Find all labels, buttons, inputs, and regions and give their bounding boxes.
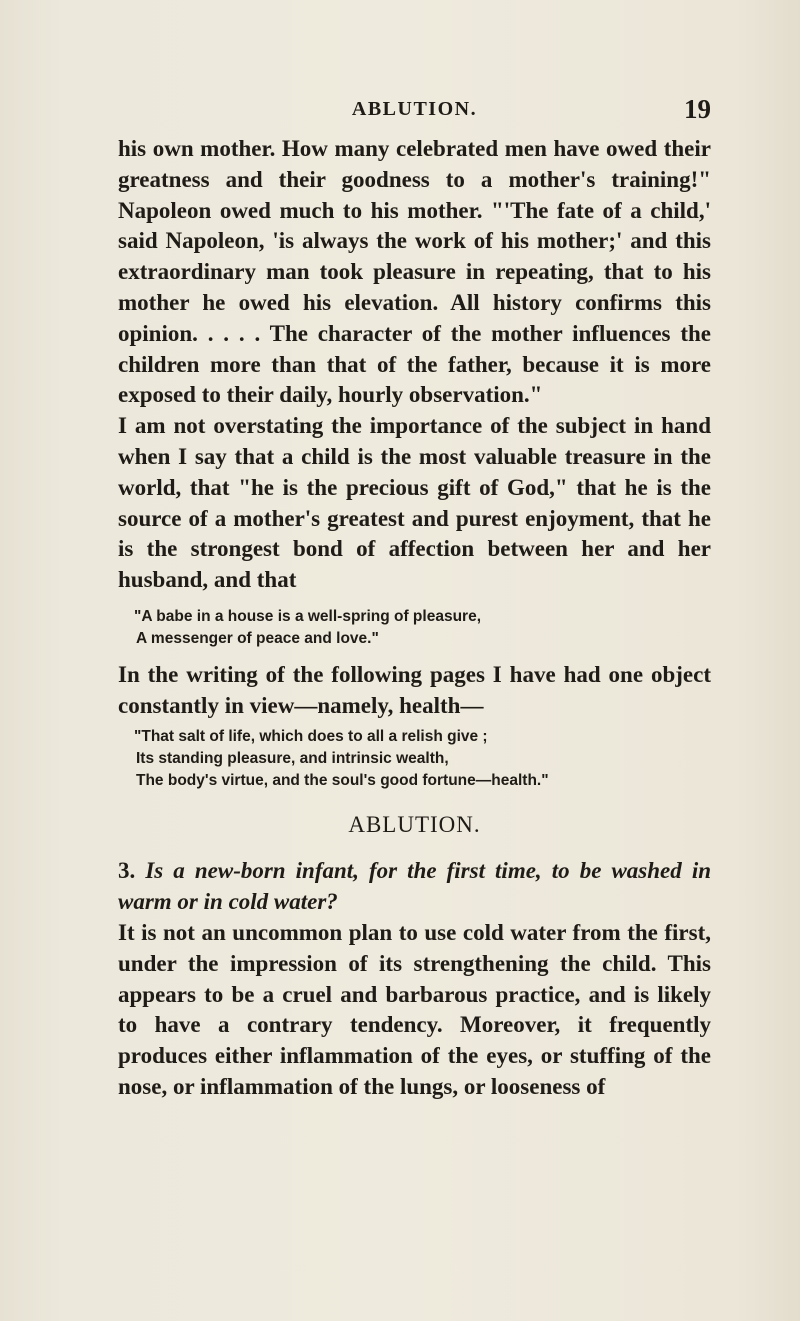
verse-line: A messenger of peace and love." xyxy=(136,629,379,647)
page-header xyxy=(118,94,711,124)
verse-quote-1 xyxy=(136,606,711,650)
body-text xyxy=(118,134,711,1103)
section-heading: ABLUTION. xyxy=(348,811,481,837)
verse-quote-2 xyxy=(136,726,711,792)
page-number: 19 xyxy=(684,94,711,124)
paragraph-3: In the writing of the following pages I have had one object constantly in view—namely, health— xyxy=(118,661,711,718)
running-title: ABLUTION. xyxy=(351,98,478,120)
question xyxy=(118,856,711,918)
question-text: Is a new-born infant, for the first time, to be washed in warm or in cold water? xyxy=(118,858,712,915)
verse-line: "A babe in a house is a well-spring of pleasure, xyxy=(134,607,481,625)
paragraph-4: It is not an uncommon plan to use cold water from the first, under the impression of its strengthening the child. This appears to be a cruel and barbarous practice, and is likely to have a contrary tendency. Moreover, it frequently produces either inflammation of the eyes, or stuffing of the nose, or inflammation of the lungs, or looseness of xyxy=(118,919,711,1099)
paragraph-1: his own mother. How many celebrated men have owed their greatness and their goodness to a mother's training!" Napoleon owed much to his mother. "'The fate of a child,' said Napoleon, 'is always the work of his mother;' and this extraordinary man took pleasure in repeating, that to his mother he owed his elevation. All history confirms this opinion. . . . . The character of the mother influences the children more than that of the father, because it is more exposed to their daily, hourly observation." xyxy=(118,136,711,408)
verse-line: Its standing pleasure, and intrinsic wealth, xyxy=(136,749,449,767)
paragraph-2: I am not overstating the importance of the subject in hand when I say that a child is the most valuable treasure in the world, that "he is the precious gift of God," that he is the source of a mother's greatest and purest enjoyment, that he is the strongest bond of affection between her and her husband, and that xyxy=(118,413,711,593)
verse-line: "That salt of life, which does to all a relish give ; xyxy=(134,727,488,745)
question-number: 3. xyxy=(118,858,136,884)
verse-line: The body's virtue, and the soul's good fortune—health." xyxy=(136,771,549,789)
